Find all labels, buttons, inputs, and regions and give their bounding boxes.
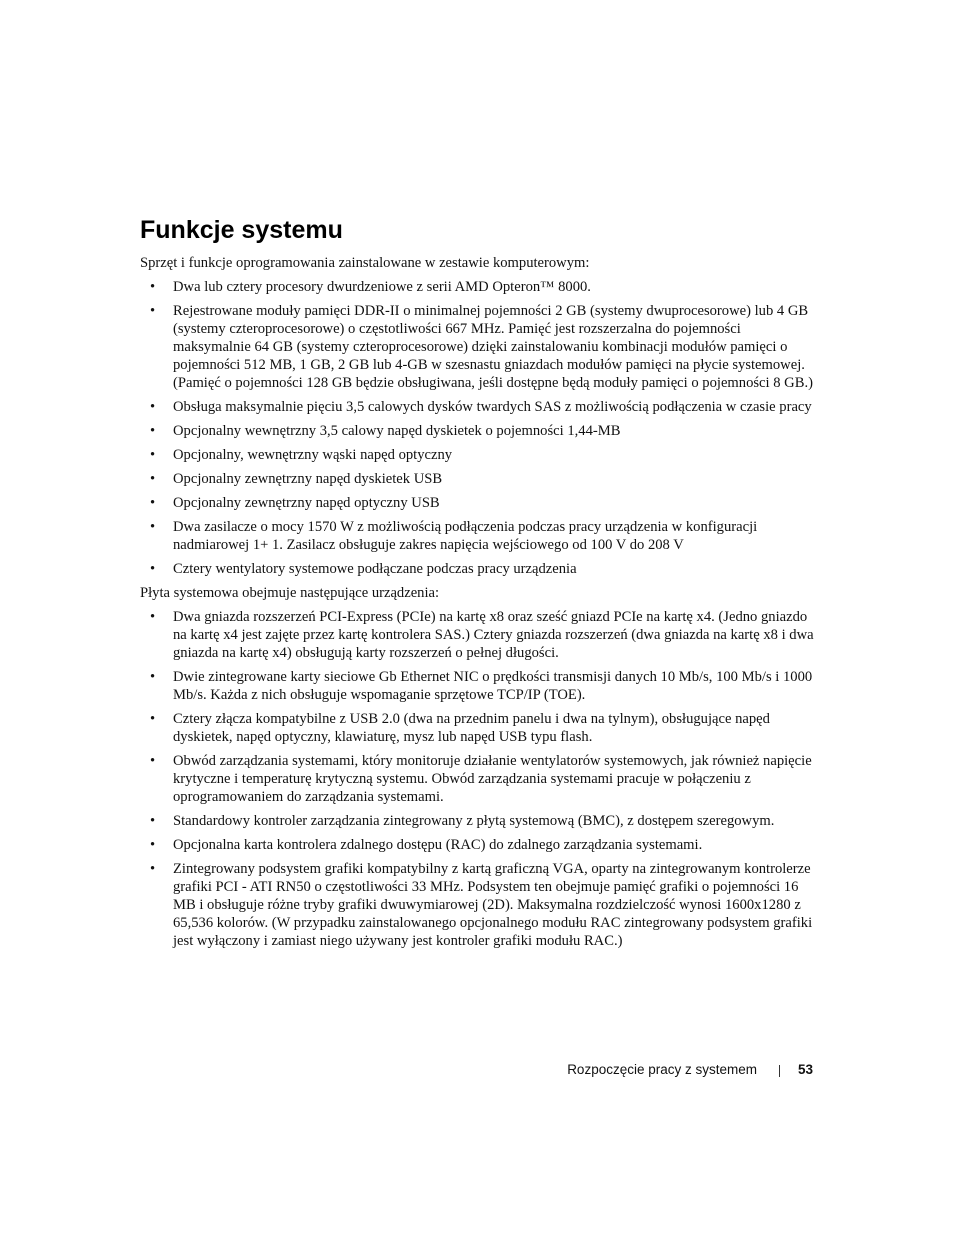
list-item xyxy=(140,518,820,554)
content xyxy=(140,254,820,956)
bullet-icon: • xyxy=(150,813,156,829)
bullet-icon: • xyxy=(150,609,156,625)
list-item xyxy=(140,560,820,578)
list-item-text: Opcjonalna karta kontrolera zdalnego dostępu (RAC) do zdalnego zarządzania systemami. xyxy=(173,837,703,853)
list-item-text: Cztery wentylatory systemowe podłączane podczas pracy urządzenia xyxy=(173,561,577,577)
features-list xyxy=(140,278,820,578)
bullet-icon: • xyxy=(150,303,156,319)
list-item xyxy=(140,752,820,806)
list-item-text: Opcjonalny, wewnętrzny wąski napęd optyczny xyxy=(173,447,453,463)
bullet-icon: • xyxy=(150,669,156,685)
bullet-icon: • xyxy=(150,837,156,853)
bullet-icon: • xyxy=(150,495,156,511)
list-item-text: Obsługa maksymalnie pięciu 3,5 calowych dysków twardych SAS z możliwością podłączenia w czasie pracy xyxy=(173,399,812,415)
bullet-icon: • xyxy=(150,561,156,577)
list-item xyxy=(140,470,820,488)
list-item-text: Dwie zintegrowane karty sieciowe Gb Ethernet NIC o prędkości transmisji danych 10 Mb/s, 100 Mb/s i 1000 Mb/s. Każda z nich obsługuje wspomaganie sprzętowe TCP/IP (TOE). xyxy=(173,669,813,703)
bullet-icon: • xyxy=(150,399,156,415)
page-footer xyxy=(0,1060,954,1080)
footer-section-title: Rozpoczęcie pracy z systemem xyxy=(567,1062,757,1077)
list-item xyxy=(140,422,820,440)
bullet-icon: • xyxy=(150,519,156,535)
list-item xyxy=(140,608,820,662)
list-item xyxy=(140,494,820,512)
list-item xyxy=(140,836,820,854)
list-item xyxy=(140,302,820,392)
list-item-text: Opcjonalny zewnętrzny napęd dyskietek USB xyxy=(173,471,443,487)
footer-divider xyxy=(779,1065,780,1077)
list-item xyxy=(140,668,820,704)
list-item-text: Dwa lub cztery procesory dwurdzeniowe z serii AMD Opteron™ 8000. xyxy=(173,279,591,295)
list-item xyxy=(140,860,820,950)
bullet-icon: • xyxy=(150,753,156,769)
bullet-icon: • xyxy=(150,279,156,295)
bullet-icon: • xyxy=(150,861,156,877)
list-item-text: Rejestrowane moduły pamięci DDR-II o minimalnej pojemności 2 GB (systemy dwuprocesorowe) lub 4 GB (systemy czteroprocesorowe) o częstotliwości 667 MHz. Pamięć jest rozszerzalna do pojemności maksymalnie 64 GB (systemy czteroprocesorowe) dzięki zainstalowaniu kombinacji modułów pamięci o pojemności 512 MB, 1 GB, 2 GB lub 4-GB w szesnastu gniazdach modułów pamięci na płycie systemowej. (Pamięć o pojemności 128 GB będzie obsługiwana, jeśli dostępne będą moduły pamięci o pojemności 8 GB.) xyxy=(173,303,813,391)
list-item-text: Opcjonalny zewnętrzny napęd optyczny USB xyxy=(173,495,440,511)
page-number: 53 xyxy=(798,1062,814,1077)
bullet-icon: • xyxy=(150,471,156,487)
list-item-text: Dwa zasilacze o mocy 1570 W z możliwością podłączenia podczas pracy urządzenia w konfiguracji nadmiarowej 1+ 1. Zasilacz obsługuje zakres napięcia wejściowego od 100 V do 208 V xyxy=(173,519,758,553)
list-item-text: Standardowy kontroler zarządzania zintegrowany z płytą systemową (BMC), z dostępem szeregowym. xyxy=(173,813,775,829)
bullet-icon: • xyxy=(150,711,156,727)
list-item-text: Zintegrowany podsystem grafiki kompatybilny z kartą graficzną VGA, oparty na zintegrowanym kontrolerze grafiki PCI - ATI RN50 o częstotliwości 33 MHz. Podsystem ten obejmuje pamięć grafiki o pojemności 16 MB i obsługuje różne tryby grafiki dwuwymiarowej (2D). Maksymalna rozdzielczość wynosi 1600x1280 z 65,536 kolorów. (W przypadku zainstalowanego opcjonalnego modułu RAC zintegrowany podsystem grafiki jest wyłączony i zamiast niego używany jest kontroler grafiki modułu RAC.) xyxy=(173,861,813,949)
list-item-text: Opcjonalny wewnętrzny 3,5 calowy napęd dyskietek o pojemności 1,44-MB xyxy=(173,423,621,439)
list-item xyxy=(140,812,820,830)
bullet-icon: • xyxy=(150,423,156,439)
list-item xyxy=(140,278,820,296)
bullet-icon: • xyxy=(150,447,156,463)
list-item xyxy=(140,710,820,746)
list-item-text: Cztery złącza kompatybilne z USB 2.0 (dwa na przednim panelu i dwa na tylnym), obsługujące napęd dyskietek, napęd optyczny, klawiaturę, mysz lub napęd USB typu flash. xyxy=(173,711,770,745)
board-intro-paragraph: Płyta systemowa obejmuje następujące urządzenia: xyxy=(140,585,440,601)
list-item xyxy=(140,398,820,416)
board-features-list xyxy=(140,608,820,950)
list-item xyxy=(140,446,820,464)
page-title: Funkcje systemu xyxy=(140,216,343,244)
intro-paragraph: Sprzęt i funkcje oprogramowania zainstalowane w zestawie komputerowym: xyxy=(140,255,590,271)
list-item-text: Dwa gniazda rozszerzeń PCI-Express (PCIe) na kartę x8 oraz sześć gniazd PCIe na kartę x4. (Jedno gniazdo na kartę x4 jest zajęte przez kartę kontrolera SAS.) Cztery gniazda rozszerzeń (dwa gniazda na kartę x8 i dwa gniazda na kartę x4) obsługują karty rozszerzeń o pełnej długości. xyxy=(173,609,814,661)
list-item-text: Obwód zarządzania systemami, który monitoruje działanie wentylatorów systemowych, jak również napięcie krytyczne i temperaturę krytyczną systemu. Obwód zarządzania systemami pracuje w połączeniu z oprogramowaniem do zarządzania systemami. xyxy=(173,753,812,805)
